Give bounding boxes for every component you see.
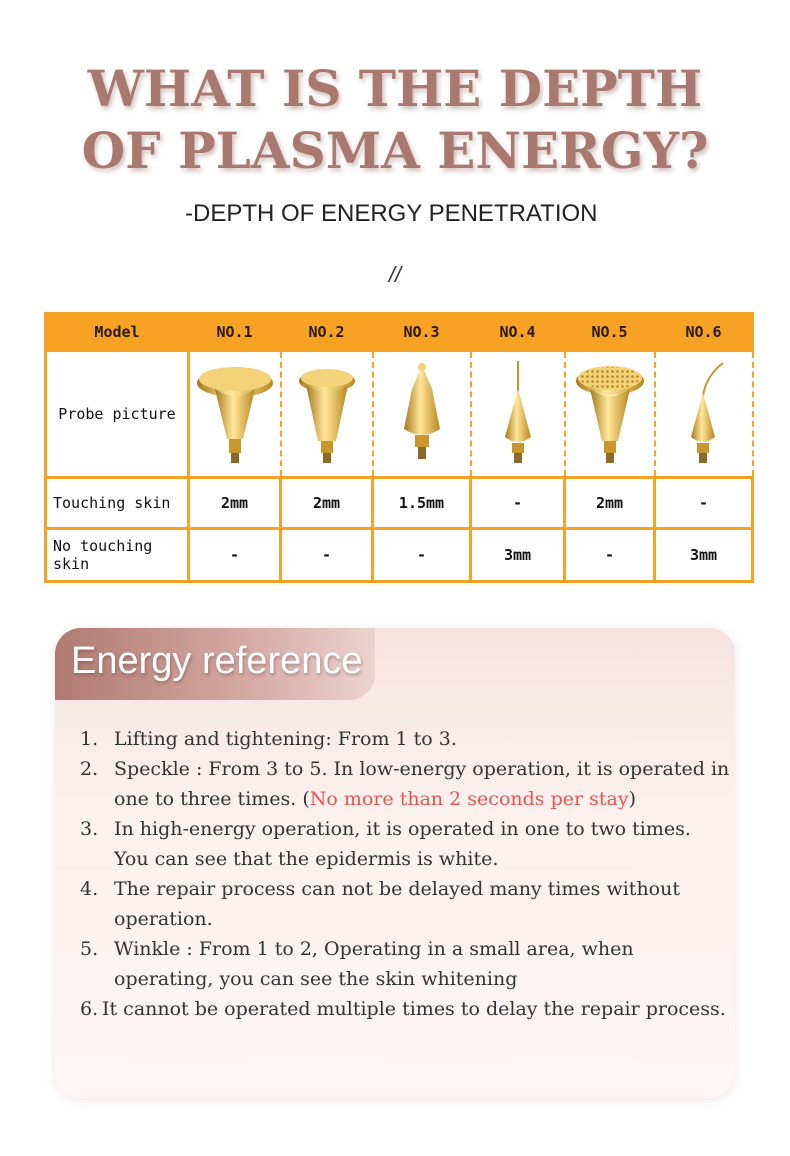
small-round-probe-icon xyxy=(292,359,362,469)
list-item-text: Winkle : From 1 to 2, Operating in a small area, when operating, you can see the skin whitening xyxy=(114,938,634,990)
model-no6-header: NO.6 xyxy=(655,314,753,351)
probe-cell-no3 xyxy=(373,351,471,478)
table-cell: 2mm xyxy=(189,478,281,529)
table-cell: - xyxy=(655,478,753,529)
list-item-text: It cannot be operated multiple times to delay the repair process. xyxy=(102,998,726,1020)
table-cell: 2mm xyxy=(281,478,373,529)
touching-skin-label: Touching skin xyxy=(46,478,189,529)
probe-cell-no5 xyxy=(565,351,655,478)
textured-round-probe-icon xyxy=(570,359,650,469)
table-cell: - xyxy=(471,478,565,529)
table-cell: 3mm xyxy=(471,529,565,582)
needle-probe-icon xyxy=(493,359,543,469)
list-item-text: The repair process can not be delayed many times without operation. xyxy=(114,878,680,930)
model-no1-header: NO.1 xyxy=(189,314,281,351)
list-item-number: 6. xyxy=(80,998,99,1020)
title-line-1: WHAT IS THE DEPTH xyxy=(87,59,703,118)
list-item xyxy=(80,814,730,874)
model-header: Model xyxy=(46,314,189,351)
list-item-text: In high-energy operation, it is operated in one to two times. You can see that the epidermis is white. xyxy=(114,818,691,870)
probe-cell-no2 xyxy=(281,351,373,478)
highlight-warning: No more than 2 seconds per stay xyxy=(309,788,629,810)
curved-needle-probe-icon xyxy=(677,359,731,469)
list-item-number: 2. xyxy=(80,758,99,780)
probe-cell-no6 xyxy=(655,351,753,478)
list-item-number: 5. xyxy=(80,938,99,960)
model-no5-header: NO.5 xyxy=(565,314,655,351)
title-line-2: OF PLASMA ENERGY? xyxy=(81,121,709,180)
energy-reference-title: Energy reference xyxy=(71,640,363,682)
table-cell: - xyxy=(565,529,655,582)
list-item xyxy=(80,754,730,814)
page-title xyxy=(0,58,790,182)
page-subtitle: -DEPTH OF ENERGY PENETRATION xyxy=(185,200,598,227)
table-cell: 2mm xyxy=(565,478,655,529)
list-item-number: 4. xyxy=(80,878,99,900)
list-item xyxy=(80,994,730,1024)
list-item xyxy=(80,934,730,994)
list-item-number: 1. xyxy=(80,728,99,750)
no-touching-skin-label: No touching skin xyxy=(46,529,189,582)
probe-spec-table xyxy=(44,312,754,583)
list-item-number: 3. xyxy=(80,818,99,840)
list-item-text: Speckle : From 3 to 5. In low-energy operation, it is operated in one to three times. ( xyxy=(114,758,730,810)
list-item-text: Lifting and tightening: From 1 to 3. xyxy=(114,728,457,750)
energy-reference-tab xyxy=(55,628,375,700)
cone-probe-icon xyxy=(392,359,452,469)
table-cell: 1.5mm xyxy=(373,478,471,529)
probe-cell-no4 xyxy=(471,351,565,478)
table-row xyxy=(46,351,753,478)
model-no2-header: NO.2 xyxy=(281,314,373,351)
flat-round-probe-icon xyxy=(193,359,277,469)
probe-cell-no1 xyxy=(189,351,281,478)
list-item xyxy=(80,724,730,754)
table-cell: 3mm xyxy=(655,529,753,582)
table-cell: - xyxy=(189,529,281,582)
divider-mark: // xyxy=(388,262,402,287)
table-row xyxy=(46,478,753,529)
list-item-tail: ) xyxy=(628,788,636,810)
table-header-row xyxy=(46,314,753,351)
energy-reference-list xyxy=(80,724,730,1024)
model-no3-header: NO.3 xyxy=(373,314,471,351)
table-cell: - xyxy=(373,529,471,582)
list-item xyxy=(80,874,730,934)
model-no4-header: NO.4 xyxy=(471,314,565,351)
table-row xyxy=(46,529,753,582)
probe-picture-label: Probe picture xyxy=(46,351,189,478)
table-cell: - xyxy=(281,529,373,582)
